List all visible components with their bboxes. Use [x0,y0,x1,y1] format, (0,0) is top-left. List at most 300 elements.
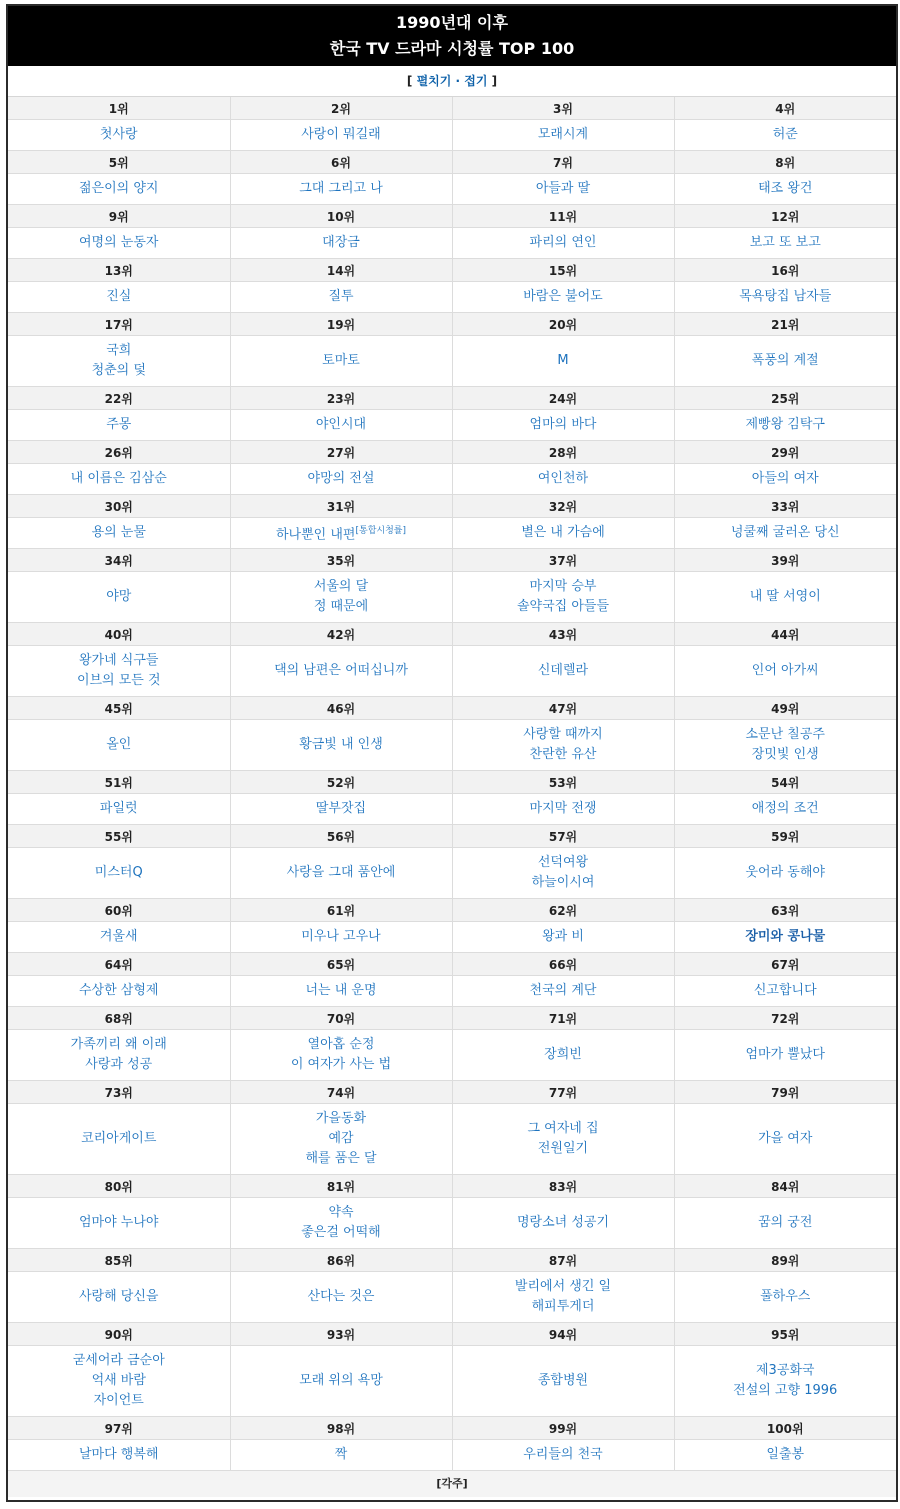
title-cell [452,1104,674,1175]
title-row [8,174,896,205]
drama-title-link[interactable]: 전설의 고향 1996 [733,1383,838,1398]
drama-title-link[interactable]: 모래 위의 욕망 [299,1373,383,1388]
ranking-grid [8,97,896,1471]
drama-title-link[interactable]: 예감 [328,1131,354,1146]
rank-cell: 89위 [674,1249,896,1272]
rank-cell: 26위 [8,441,230,464]
drama-title-link[interactable]: 엄마가 뿔났다 [745,1047,825,1062]
drama-title-link[interactable]: 태조 왕건 [758,181,813,196]
rank-cell: 93위 [230,1323,452,1346]
drama-title-link[interactable]: 여명의 눈동자 [79,235,159,250]
title-cell [452,794,674,825]
drama-title-link[interactable]: 엄마의 바다 [529,417,597,432]
drama-title-link[interactable]: 그 여자네 집 [527,1121,599,1136]
title-cell [230,518,452,549]
drama-title-link[interactable]: 질투 [328,289,354,304]
title-row [8,922,896,953]
drama-title-link[interactable]: 해피투게더 [531,1299,595,1314]
title-cell [8,1440,230,1471]
drama-title-link[interactable]: 너는 내 운명 [305,983,377,998]
drama-title-link[interactable]: 파리의 연인 [529,235,597,250]
drama-title-link[interactable]: 사랑할 때까지 [523,727,603,742]
rank-cell: 85위 [8,1249,230,1272]
rank-cell: 90위 [8,1323,230,1346]
rank-cell: 22위 [8,387,230,410]
rank-cell: 66위 [452,953,674,976]
rank-cell: 81위 [230,1175,452,1198]
drama-title-link[interactable]: 신데렐라 [537,663,589,678]
title-cell [8,976,230,1007]
drama-title-link[interactable]: 엄마야 누나야 [79,1215,159,1230]
title-cell [8,922,230,953]
rank-cell: 98위 [230,1417,452,1440]
title-row [8,1272,896,1323]
drama-title-link[interactable]: 아들과 딸 [535,181,591,196]
title-row [8,410,896,441]
rank-cell: 7위 [452,151,674,174]
rank-cell: 70위 [230,1007,452,1030]
title-cell [674,518,896,549]
drama-title-link[interactable]: 사랑과 성공 [85,1057,153,1072]
drama-title-link[interactable]: 젊은이의 양지 [79,181,159,196]
title-cell [452,1030,674,1081]
title-cell [8,1272,230,1323]
rank-cell: 67위 [674,953,896,976]
drama-title-link[interactable]: 사랑해 당신을 [79,1289,159,1304]
rank-cell: 13위 [8,259,230,282]
footnote-bar [8,1471,896,1497]
drama-title-link[interactable]: 웃어라 동해야 [745,865,825,880]
rank-row [8,97,896,120]
drama-title-link[interactable]: 자이언트 [93,1393,144,1408]
title-cell [8,794,230,825]
drama-title-link[interactable]: 청춘의 덫 [91,363,146,378]
title-cell [674,1346,896,1417]
rank-cell: 19위 [230,313,452,336]
rank-cell: 44위 [674,623,896,646]
table-title-line1: 1990년대 이후 [396,13,508,32]
drama-title-link[interactable]: 이 여자가 사는 법 [290,1057,392,1072]
rank-cell: 39위 [674,549,896,572]
title-cell [452,1272,674,1323]
rank-cell: 68위 [8,1007,230,1030]
title-row [8,976,896,1007]
drama-title-link[interactable]: 수상한 삼형제 [79,983,159,998]
rank-row [8,1249,896,1272]
rank-cell: 84위 [674,1175,896,1198]
title-cell [8,1198,230,1249]
title-cell [674,1272,896,1323]
title-cell [452,174,674,205]
rank-cell: 34위 [8,549,230,572]
rank-cell: 56위 [230,825,452,848]
title-cell [452,518,674,549]
drama-title-link[interactable]: 장밋빛 인생 [751,747,819,762]
rank-cell: 31위 [230,495,452,518]
drama-title-link[interactable]: 우리들의 천국 [523,1447,603,1462]
rank-cell: 95위 [674,1323,896,1346]
drama-title-link[interactable]: 정 때문에 [313,599,369,614]
table-title-line2: 한국 TV 드라마 시청률 TOP 100 [329,39,575,58]
drama-title-link[interactable]: 폭풍의 계절 [751,353,819,368]
title-row [8,228,896,259]
drama-title-link[interactable]: 이브의 모든 것 [76,673,161,688]
rank-cell: 45위 [8,697,230,720]
title-row [8,646,896,697]
drama-title-link[interactable]: 풀하우스 [760,1289,811,1304]
rank-cell: 23위 [230,387,452,410]
drama-title-link[interactable]: 짝 [334,1447,348,1462]
drama-title-link[interactable]: 종합병원 [537,1373,589,1388]
drama-title-link[interactable]: 주몽 [106,417,132,432]
title-cell [452,282,674,313]
rank-cell: 24위 [452,387,674,410]
title-row [8,848,896,899]
rank-cell: 79위 [674,1081,896,1104]
title-cell [674,720,896,771]
title-cell [230,464,452,495]
title-cell [8,282,230,313]
drama-title-link[interactable]: 천국의 계단 [529,983,597,998]
title-cell [674,572,896,623]
title-cell [452,922,674,953]
rank-row [8,205,896,228]
drama-title-link[interactable]: 바람은 불어도 [523,289,603,304]
drama-title-link[interactable]: 하나뿐인 내편 [276,527,356,543]
rank-cell: 33위 [674,495,896,518]
drama-title-link[interactable]: 억새 바람 [91,1373,146,1388]
drama-title-link[interactable]: 찬란한 유산 [529,747,597,762]
drama-title-link[interactable]: 미스터Q [94,865,143,880]
title-cell [452,646,674,697]
title-cell [230,922,452,953]
title-cell [230,720,452,771]
title-row [8,1440,896,1471]
title-cell [230,174,452,205]
drama-title-link[interactable]: 애정의 조건 [751,801,819,816]
title-cell [230,848,452,899]
rank-cell: 8위 [674,151,896,174]
rank-cell: 42위 [230,623,452,646]
drama-title-link[interactable]: 딸부잣집 [315,801,367,816]
title-cell [230,976,452,1007]
drama-title-link[interactable]: 장미와 콩나물 [745,929,826,944]
rank-cell: 35위 [230,549,452,572]
drama-title-link[interactable]: 넝쿨째 굴러온 당신 [730,525,840,540]
drama-title-link[interactable]: 전원일기 [537,1141,589,1156]
rank-cell: 71위 [452,1007,674,1030]
drama-title-link[interactable]: 아들의 여자 [751,471,819,486]
title-cell [230,1440,452,1471]
drama-title-link[interactable]: 일출봉 [766,1447,805,1462]
rank-cell: 10위 [230,205,452,228]
drama-title-link[interactable]: 약속 [328,1205,354,1220]
rank-cell: 9위 [8,205,230,228]
rank-cell: 2위 [230,97,452,120]
title-cell [452,1346,674,1417]
title-row [8,1030,896,1081]
rank-cell: 65위 [230,953,452,976]
rank-cell: 51위 [8,771,230,794]
drama-title-link[interactable]: 댁의 남편은 어떠십니까 [274,663,408,678]
rank-cell: 77위 [452,1081,674,1104]
rank-cell: 1위 [8,97,230,120]
drama-title-link[interactable]: 용의 눈물 [91,525,146,540]
rank-cell: 72위 [674,1007,896,1030]
title-cell [674,228,896,259]
rank-row [8,441,896,464]
drama-title-link[interactable]: 선덕여왕 [537,855,589,870]
rank-cell: 64위 [8,953,230,976]
title-row [8,1346,896,1417]
drama-title-link[interactable]: 장희빈 [544,1047,582,1062]
drama-title-link[interactable]: 꿈의 궁전 [758,1215,813,1230]
rank-cell: 46위 [230,697,452,720]
rank-cell: 30위 [8,495,230,518]
title-cell [230,1346,452,1417]
rank-cell: 99위 [452,1417,674,1440]
drama-title-link[interactable]: 야망의 전설 [307,471,375,486]
title-cell [230,228,452,259]
title-cell [674,1440,896,1471]
drama-title-link[interactable]: 가족끼리 왜 이래 [70,1037,167,1052]
title-cell [8,518,230,549]
drama-title-link[interactable]: 토마토 [322,353,360,368]
rank-cell: 32위 [452,495,674,518]
rank-cell: 14위 [230,259,452,282]
drama-title-link[interactable]: 신고합니다 [753,983,817,998]
drama-title-link[interactable]: 가을동화 [315,1111,367,1126]
drama-title-link[interactable]: 열아홉 순정 [307,1037,375,1052]
rank-cell: 40위 [8,623,230,646]
rank-row [8,259,896,282]
drama-title-link[interactable]: 겨울새 [99,929,138,944]
title-row [8,282,896,313]
rank-cell: 63위 [674,899,896,922]
drama-title-link[interactable]: 야망 [106,589,132,604]
drama-title-link[interactable]: 사랑을 그대 품안에 [286,865,396,880]
title-cell [8,848,230,899]
title-cell [8,120,230,151]
title-cell [8,464,230,495]
title-row [8,336,896,387]
rank-row [8,495,896,518]
drama-title-link[interactable]: 서울의 달 [313,579,369,594]
drama-title-link[interactable]: 파일럿 [99,801,138,816]
title-cell [230,572,452,623]
title-cell [230,1198,452,1249]
rank-cell: 74위 [230,1081,452,1104]
rank-row [8,697,896,720]
title-cell [230,120,452,151]
drama-title-link[interactable]: 가을 여자 [758,1131,813,1146]
rank-cell: 86위 [230,1249,452,1272]
title-cell [674,1198,896,1249]
drama-title-link[interactable]: 미우나 고우나 [301,929,381,944]
title-cell [674,848,896,899]
rank-cell: 27위 [230,441,452,464]
drama-title-link[interactable]: 내 딸 서영이 [749,589,821,604]
rank-cell: 60위 [8,899,230,922]
rank-cell: 43위 [452,623,674,646]
rank-row [8,825,896,848]
drama-title-link[interactable]: 솔약국집 아들들 [516,599,610,614]
rank-row [8,1175,896,1198]
title-cell [230,1104,452,1175]
title-row [8,1104,896,1175]
drama-title-link[interactable]: 허준 [772,127,798,142]
rank-cell: 6위 [230,151,452,174]
title-cell [8,1346,230,1417]
rank-cell: 11위 [452,205,674,228]
title-cell [8,720,230,771]
title-cell [674,646,896,697]
rank-cell: 62위 [452,899,674,922]
title-cell [452,336,674,387]
rank-row [8,1417,896,1440]
rank-cell: 37위 [452,549,674,572]
title-cell [8,1104,230,1175]
rank-cell: 59위 [674,825,896,848]
title-cell [452,464,674,495]
rank-row [8,771,896,794]
rank-cell: 4위 [674,97,896,120]
drama-title-with-note [231,521,452,545]
title-cell [8,174,230,205]
title-row [8,518,896,549]
expand-collapse-link[interactable]: 펼치기 · 접기 [416,74,488,88]
rank-cell: 5위 [8,151,230,174]
drama-title-link[interactable]: 인어 아가씨 [751,663,819,678]
footnote-link[interactable]: [각주] [436,1477,468,1490]
rank-cell: 61위 [230,899,452,922]
drama-title-link[interactable]: 해를 품은 달 [305,1151,377,1166]
drama-title-link[interactable]: 보고 또 보고 [749,235,821,250]
drama-title-link[interactable]: 산다는 것은 [307,1289,375,1304]
title-cell [674,1030,896,1081]
rank-cell: 12위 [674,205,896,228]
drama-title-link[interactable]: 야인시대 [315,417,367,432]
rank-row [8,953,896,976]
rank-row [8,387,896,410]
title-cell [452,120,674,151]
rank-cell: 54위 [674,771,896,794]
title-row [8,120,896,151]
title-cell [230,646,452,697]
title-cell [452,848,674,899]
drama-title-link[interactable]: 제빵왕 김탁구 [745,417,825,432]
drama-title-link[interactable]: 소문난 칠공주 [745,727,825,742]
rank-cell: 28위 [452,441,674,464]
rank-cell: 52위 [230,771,452,794]
title-cell [452,410,674,441]
drama-title-link[interactable]: 올인 [106,737,132,752]
title-cell [452,228,674,259]
drama-title-link[interactable]: 모래시계 [537,127,589,142]
title-cell [674,1104,896,1175]
title-cell [230,794,452,825]
drama-title-link[interactable]: 날마다 행복해 [79,1447,159,1462]
rank-cell: 87위 [452,1249,674,1272]
rank-cell: 97위 [8,1417,230,1440]
drama-title-link[interactable]: 국희 [106,343,132,358]
drama-title-link[interactable]: M [557,353,569,368]
title-cell [452,1440,674,1471]
drama-title-link[interactable]: 제3공화국 [755,1363,815,1378]
rank-cell: 73위 [8,1081,230,1104]
title-cell [230,282,452,313]
toggle-close-bracket: ] [487,74,498,88]
title-cell [674,464,896,495]
drama-title-link[interactable]: 그대 그리고 나 [299,181,383,196]
drama-title-link[interactable]: 대장금 [322,235,360,250]
rank-cell: 94위 [452,1323,674,1346]
rank-cell: 49위 [674,697,896,720]
title-cell [674,794,896,825]
title-cell [452,572,674,623]
drama-title-link[interactable]: 왕가네 식구들 [79,653,159,668]
drama-title-link[interactable]: 발리에서 생긴 일 [514,1279,612,1294]
rank-row [8,313,896,336]
title-cell [452,720,674,771]
rank-cell: 83위 [452,1175,674,1198]
title-cell [230,410,452,441]
drama-title-link[interactable]: 왕과 비 [542,929,584,944]
rank-row [8,1323,896,1346]
ranking-table-frame [6,4,898,1502]
drama-title-link[interactable]: 사랑이 뭐길래 [301,127,381,142]
drama-title-link[interactable]: 첫사랑 [99,127,138,142]
drama-title-link[interactable]: 진실 [106,289,132,304]
drama-title-link[interactable]: 별은 내 가슴에 [521,525,605,540]
rank-cell: 47위 [452,697,674,720]
rank-cell: 25위 [674,387,896,410]
drama-title-link[interactable]: 코리아게이트 [81,1131,157,1146]
rank-cell: 80위 [8,1175,230,1198]
rank-cell: 100위 [674,1417,896,1440]
title-cell [8,646,230,697]
drama-title-link[interactable]: 목욕탕집 남자들 [739,289,832,304]
rank-cell: 53위 [452,771,674,794]
title-cell [674,336,896,387]
rank-cell: 17위 [8,313,230,336]
rank-cell: 55위 [8,825,230,848]
rank-cell: 57위 [452,825,674,848]
drama-title-link[interactable]: 마지막 전쟁 [529,801,597,816]
title-cell [674,410,896,441]
title-cell [230,336,452,387]
title-row [8,794,896,825]
rank-row [8,1081,896,1104]
drama-title-link[interactable]: 황금빛 내 인생 [299,737,383,752]
rank-cell: 20위 [452,313,674,336]
drama-title-link[interactable]: 내 이름은 김삼순 [70,471,167,486]
title-cell [452,1198,674,1249]
drama-title-link[interactable]: 굳세어라 금순아 [72,1353,165,1368]
drama-title-link[interactable]: 좋은걸 어떡해 [301,1225,381,1240]
title-cell [674,282,896,313]
rank-row [8,899,896,922]
drama-title-link[interactable]: 여인천하 [537,471,589,486]
toggle-open-bracket: [ [406,74,417,88]
rank-row [8,549,896,572]
drama-title-link[interactable]: 명랑소녀 성공기 [516,1215,610,1230]
rank-cell: 3위 [452,97,674,120]
title-row [8,1198,896,1249]
drama-title-link[interactable]: 하늘이시여 [531,875,595,890]
drama-title-link[interactable]: 마지막 승부 [529,579,597,594]
title-row [8,720,896,771]
